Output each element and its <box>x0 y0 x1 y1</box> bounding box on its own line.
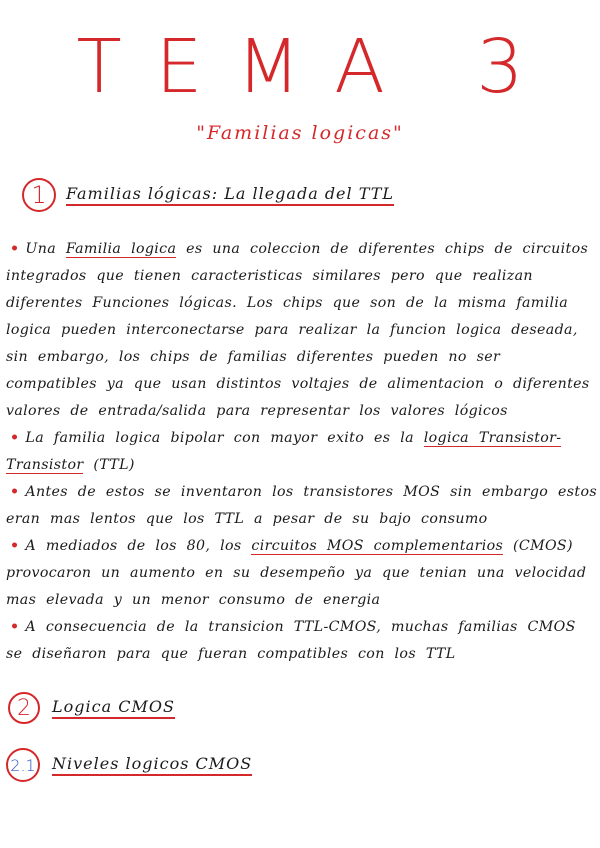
p3-text: Antes de estos se inventaron los transistores MOS sin embargo estos eran mas lentos que los TTL a pesar de su bajo consumo <box>6 484 597 527</box>
paragraph-4 <box>6 533 598 614</box>
body-text <box>6 236 598 668</box>
section-2-number: 2 <box>8 692 40 724</box>
p2-post: (TTL) <box>83 457 135 473</box>
paragraph-1 <box>6 236 598 425</box>
section-1-title: Familias lógicas: La llegada del TTL <box>66 184 394 206</box>
bullet-dot: • <box>10 484 20 500</box>
bullet-dot: • <box>10 430 20 446</box>
page-title: TEMA 3 <box>76 24 558 110</box>
p1-pre: Una <box>25 241 66 257</box>
p2-pre: La familia logica bipolar con mayor exito es la <box>25 430 424 446</box>
page-subtitle: "Familias logicas" <box>196 122 404 144</box>
p2-term: logica Transistor-Transistor <box>6 430 562 473</box>
bullet-dot: • <box>10 538 20 554</box>
section-1-number: 1 <box>22 178 56 212</box>
section-2-1-number: 2.1 <box>6 748 40 782</box>
paragraph-5 <box>6 614 598 668</box>
section-2-1-title: Niveles logicos CMOS <box>52 754 252 776</box>
paragraph-2 <box>6 425 598 479</box>
p1-term: Familia logica <box>65 241 177 257</box>
p4-term: circuitos MOS complementarios <box>251 538 504 554</box>
p1-text: es una coleccion de diferentes chips de circuitos integrados que tienen caracteristicas similares pero que realizan diferentes Funciones lógicas. Los chips que son de la misma familia logica pueden interconectarse para realizar la funcion logica deseada, sin embargo, los chips de familias diferentes pueden no ser compatibles ya que usan distintos voltajes de alimentacion o diferentes valores de entrada/salida para representar los valores lógicos <box>6 241 590 419</box>
p5-text: A consecuencia de la transicion TTL-CMOS, muchas familias CMOS se diseñaron para que fueran compatibles con los TTL <box>6 619 576 662</box>
p4-post: (CMOS) provocaron un aumento en su desempeño ya que tenian una velocidad mas elevada y un menor consumo de energia <box>6 538 587 608</box>
bullet-dot: • <box>10 619 20 635</box>
bullet-dot: • <box>10 241 20 257</box>
section-2-title: Logica CMOS <box>52 697 175 719</box>
p4-pre: A mediados de los 80, los <box>25 538 252 554</box>
section-2-heading <box>8 692 175 724</box>
section-1-heading <box>22 178 394 212</box>
section-2-1-heading <box>6 748 252 782</box>
paragraph-3 <box>6 479 598 533</box>
